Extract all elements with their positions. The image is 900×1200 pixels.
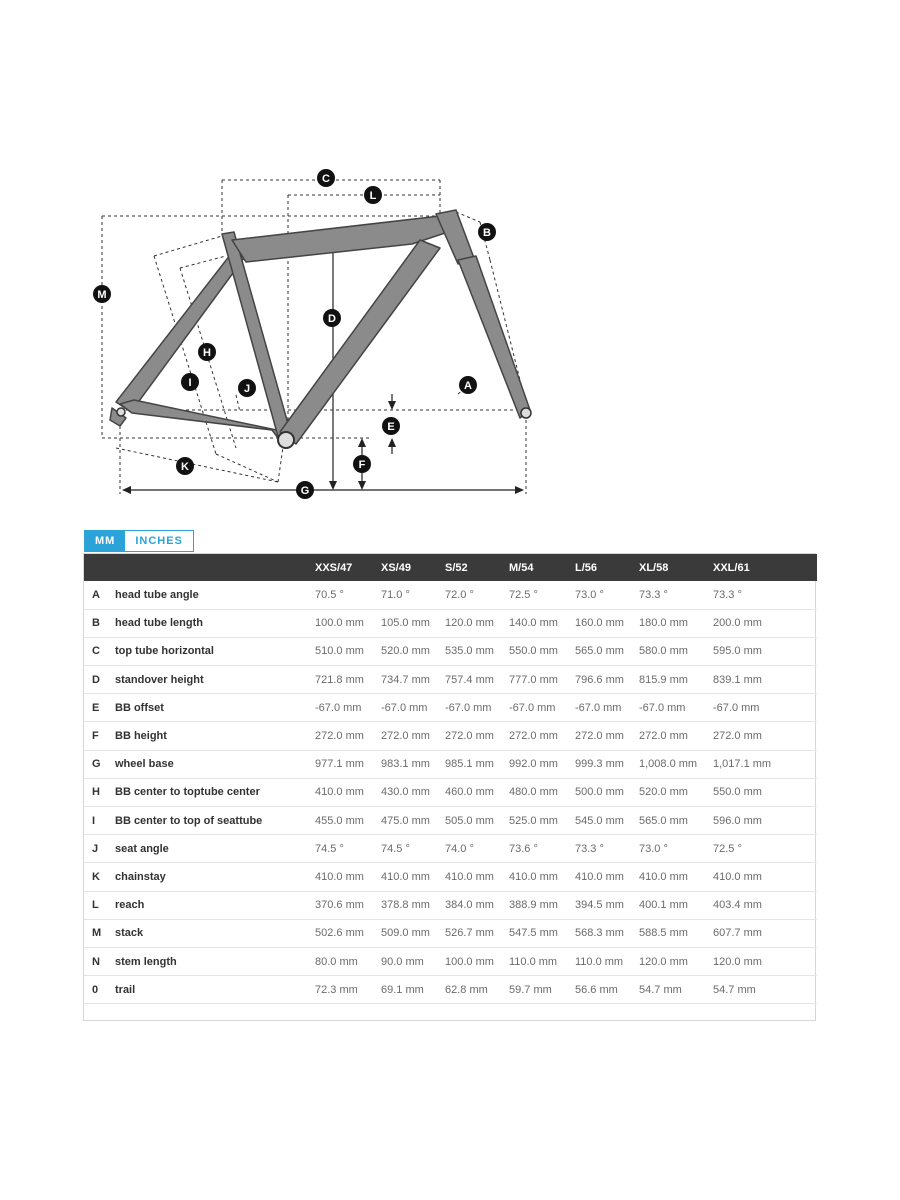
marker-label: H [203, 347, 211, 359]
marker-label: E [387, 421, 395, 433]
header-size: XS/49 [381, 561, 411, 574]
row-letter: B [92, 617, 100, 630]
cell-value: 73.6 ° [509, 842, 538, 855]
cell-value: 54.7 mm [713, 983, 756, 996]
cell-value: -67.0 mm [713, 701, 760, 714]
marker-j [238, 379, 256, 397]
row-letter: L [92, 899, 99, 912]
table-row [84, 722, 817, 750]
cell-value: -67.0 mm [445, 701, 492, 714]
cell-value: 796.6 mm [575, 673, 624, 686]
cell-value: 410.0 mm [445, 870, 494, 883]
cell-value: 73.3 ° [575, 842, 604, 855]
cell-value: 90.0 mm [381, 955, 424, 968]
row-label: standover height [115, 673, 204, 686]
row-letter: C [92, 645, 100, 658]
cell-value: 509.0 mm [381, 927, 430, 940]
cell-value: 73.3 ° [713, 588, 742, 601]
cell-value: 500.0 mm [575, 786, 624, 799]
cell-value: 985.1 mm [445, 758, 494, 771]
cell-value: 73.3 ° [639, 588, 668, 601]
marker-label: M [97, 289, 107, 301]
row-letter: A [92, 588, 100, 601]
frame-geometry-diagram [0, 0, 900, 520]
cell-value: 410.0 mm [315, 870, 364, 883]
cell-value: 272.0 mm [445, 730, 494, 743]
cell-value: 70.5 ° [315, 588, 344, 601]
cell-value: 410.0 mm [315, 786, 364, 799]
cell-value: 400.1 mm [639, 899, 688, 912]
cell-value: 525.0 mm [509, 814, 558, 827]
cell-value: 757.4 mm [445, 673, 494, 686]
cell-value: 62.8 mm [445, 983, 488, 996]
cell-value: 160.0 mm [575, 617, 624, 630]
geometry-table-container [83, 553, 816, 1021]
cell-value: 73.0 ° [575, 588, 604, 601]
unit-toggle [84, 530, 194, 552]
marker-label: J [243, 383, 251, 395]
row-label: reach [115, 899, 145, 912]
cell-value: 410.0 mm [381, 870, 430, 883]
cell-value: 105.0 mm [381, 617, 430, 630]
cell-value: 1,008.0 mm [639, 758, 698, 771]
cell-value: -67.0 mm [639, 701, 686, 714]
cell-value: 410.0 mm [639, 870, 688, 883]
cell-value: 200.0 mm [713, 617, 762, 630]
cell-value: 72.5 ° [713, 842, 742, 855]
row-label: chainstay [115, 870, 166, 883]
cell-value: 607.7 mm [713, 927, 762, 940]
cell-value: 455.0 mm [315, 814, 364, 827]
cell-value: 378.8 mm [381, 899, 430, 912]
row-label: trail [115, 983, 136, 996]
cell-value: 550.0 mm [713, 786, 762, 799]
cell-value: -67.0 mm [381, 701, 428, 714]
row-label: wheel base [115, 758, 174, 771]
table-row [84, 581, 817, 609]
cell-value: 520.0 mm [639, 786, 688, 799]
marker-label: K [181, 461, 189, 473]
cell-value: 547.5 mm [509, 927, 558, 940]
cell-value: 999.3 mm [575, 758, 624, 771]
cell-value: -67.0 mm [509, 701, 556, 714]
row-letter: G [92, 758, 101, 771]
cell-value: 526.7 mm [445, 927, 494, 940]
header-size: M/54 [509, 561, 534, 574]
cell-value: 272.0 mm [381, 730, 430, 743]
cell-value: 977.1 mm [315, 758, 364, 771]
cell-value: 565.0 mm [575, 645, 624, 658]
table-row [84, 778, 817, 806]
header-blank [115, 554, 315, 581]
cell-value: 721.8 mm [315, 673, 364, 686]
cell-value: 410.0 mm [509, 870, 558, 883]
geometry-table [84, 554, 817, 1004]
cell-value: 56.6 mm [575, 983, 618, 996]
header-size: XXL/61 [713, 561, 750, 574]
header-size: L/56 [575, 561, 598, 574]
marker-l [364, 186, 382, 204]
cell-value: 520.0 mm [381, 645, 430, 658]
cell-value: 120.0 mm [713, 955, 762, 968]
row-letter: J [92, 842, 99, 855]
table-row [84, 863, 817, 891]
cell-value: 120.0 mm [445, 617, 494, 630]
cell-value: 140.0 mm [509, 617, 558, 630]
cell-value: 410.0 mm [575, 870, 624, 883]
marker-i [181, 373, 199, 391]
marker-label: B [483, 227, 491, 239]
cell-value: 839.1 mm [713, 673, 762, 686]
cell-value: 69.1 mm [381, 983, 424, 996]
table-row [84, 807, 817, 835]
row-label: top tube horizontal [115, 645, 214, 658]
cell-value: 1,017.1 mm [713, 758, 772, 771]
cell-value: 110.0 mm [575, 955, 624, 968]
cell-value: 480.0 mm [509, 786, 558, 799]
marker-label: D [328, 313, 336, 325]
marker-label: I [188, 377, 192, 389]
cell-value: 74.5 ° [381, 842, 410, 855]
unit-inches-button[interactable]: INCHES [125, 531, 193, 551]
header-size: S/52 [445, 561, 468, 574]
marker-m [93, 285, 111, 303]
cell-value: 384.0 mm [445, 899, 494, 912]
row-letter: K [92, 870, 100, 883]
marker-a [459, 376, 477, 394]
cell-value: 388.9 mm [509, 899, 558, 912]
row-label: BB center to top of seattube [115, 814, 263, 827]
cell-value: 272.0 mm [315, 730, 364, 743]
cell-value: -67.0 mm [575, 701, 622, 714]
row-label: BB center to toptube center [115, 786, 260, 799]
table-row [84, 835, 817, 863]
cell-value: 80.0 mm [315, 955, 358, 968]
marker-label: L [369, 190, 377, 202]
cell-value: 403.4 mm [713, 899, 762, 912]
cell-value: 72.0 ° [445, 588, 474, 601]
cell-value: -67.0 mm [315, 701, 362, 714]
cell-value: 595.0 mm [713, 645, 762, 658]
row-letter: N [92, 955, 100, 968]
marker-label: C [322, 173, 330, 185]
header-blank [84, 554, 115, 581]
cell-value: 992.0 mm [509, 758, 558, 771]
cell-value: 110.0 mm [509, 955, 558, 968]
row-letter: F [92, 730, 99, 743]
cell-value: 565.0 mm [639, 814, 688, 827]
marker-c [317, 169, 335, 187]
cell-value: 100.0 mm [315, 617, 364, 630]
cell-value: 59.7 mm [509, 983, 552, 996]
row-label: head tube angle [115, 588, 199, 601]
marker-b [478, 223, 496, 241]
table-row [84, 947, 817, 975]
marker-f [353, 455, 371, 473]
cell-value: 983.1 mm [381, 758, 430, 771]
cell-value: 580.0 mm [639, 645, 688, 658]
table-header-row [84, 554, 817, 581]
cell-value: 120.0 mm [639, 955, 688, 968]
row-label: head tube length [115, 617, 203, 630]
row-letter: H [92, 786, 100, 799]
row-label: BB height [115, 730, 167, 743]
cell-value: 272.0 mm [713, 730, 762, 743]
cell-value: 815.9 mm [639, 673, 688, 686]
marker-e [382, 417, 400, 435]
cell-value: 272.0 mm [639, 730, 688, 743]
unit-mm-button[interactable]: MM [85, 531, 125, 551]
table-row [84, 750, 817, 778]
table-row [84, 637, 817, 665]
cell-value: 502.6 mm [315, 927, 364, 940]
cell-value: 180.0 mm [639, 617, 688, 630]
cell-value: 72.5 ° [509, 588, 538, 601]
cell-value: 505.0 mm [445, 814, 494, 827]
cell-value: 71.0 ° [381, 588, 410, 601]
table-row [84, 609, 817, 637]
cell-value: 460.0 mm [445, 786, 494, 799]
cell-value: 370.6 mm [315, 899, 364, 912]
cell-value: 410.0 mm [713, 870, 762, 883]
row-letter: E [92, 701, 100, 714]
cell-value: 535.0 mm [445, 645, 494, 658]
marker-d [323, 309, 341, 327]
cell-value: 777.0 mm [509, 673, 558, 686]
cell-value: 394.5 mm [575, 899, 624, 912]
cell-value: 568.3 mm [575, 927, 624, 940]
row-letter: D [92, 673, 100, 686]
header-size: XXS/47 [315, 561, 353, 574]
row-letter: 0 [92, 983, 99, 996]
row-letter: I [92, 814, 96, 827]
cell-value: 588.5 mm [639, 927, 688, 940]
cell-value: 74.5 ° [315, 842, 344, 855]
table-row [84, 666, 817, 694]
row-label: BB offset [115, 701, 164, 714]
table-row [84, 891, 817, 919]
cell-value: 734.7 mm [381, 673, 430, 686]
marker-k [176, 457, 194, 475]
cell-value: 100.0 mm [445, 955, 494, 968]
marker-h [198, 343, 216, 361]
cell-value: 272.0 mm [509, 730, 558, 743]
cell-value: 550.0 mm [509, 645, 558, 658]
marker-g [296, 481, 314, 499]
row-label: seat angle [115, 842, 169, 855]
cell-value: 73.0 ° [639, 842, 668, 855]
cell-value: 74.0 ° [445, 842, 474, 855]
cell-value: 430.0 mm [381, 786, 430, 799]
row-letter: M [92, 927, 102, 940]
marker-label: A [464, 380, 472, 392]
marker-label: G [300, 485, 310, 497]
cell-value: 596.0 mm [713, 814, 762, 827]
header-size: XL/58 [639, 561, 669, 574]
cell-value: 72.3 mm [315, 983, 358, 996]
table-row [84, 919, 817, 947]
cell-value: 54.7 mm [639, 983, 682, 996]
table-row [84, 976, 817, 1004]
cell-value: 510.0 mm [315, 645, 364, 658]
row-label: stack [115, 927, 144, 940]
marker-label: F [358, 459, 366, 471]
row-label: stem length [115, 955, 177, 968]
table-row [84, 694, 817, 722]
cell-value: 545.0 mm [575, 814, 624, 827]
cell-value: 475.0 mm [381, 814, 430, 827]
cell-value: 272.0 mm [575, 730, 624, 743]
